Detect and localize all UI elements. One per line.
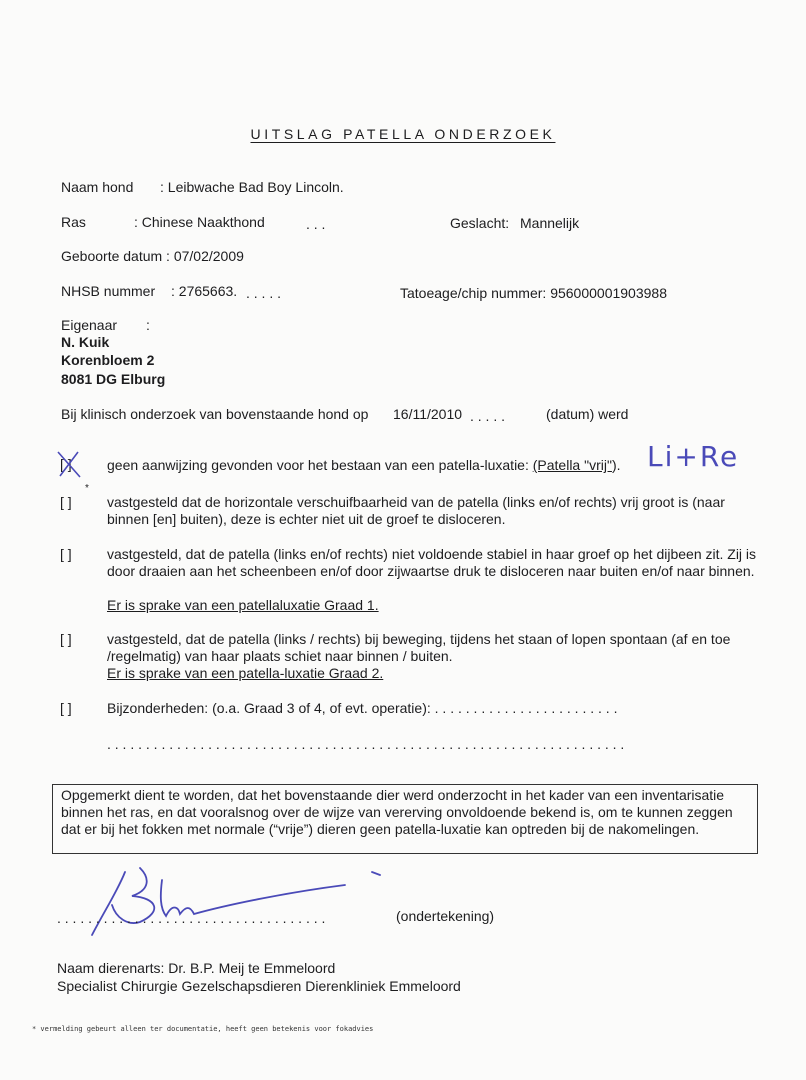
signature-label: (ondertekening)	[396, 908, 495, 924]
option-2-asterisk: *	[85, 483, 89, 494]
owner-street: Korenbloem 2	[61, 352, 155, 368]
exam-date: 16/11/2010	[393, 406, 463, 422]
option-2-text: vastgesteld dat de horizontale verschuifbaarheid van de patella (links en/of rechts) vrij groot is (naar binnen [en] buiten), deze is echter niet uit de groef te disloceren.	[107, 494, 725, 527]
option-4-conclusion: Er is sprake van een patella-luxatie Graad 2.	[107, 665, 384, 681]
signature-dots: . . . . . . . . . . . . . . . . . . . . . . . . . . . . . . . . . . .	[57, 910, 326, 926]
owner-name: N. Kuik	[61, 334, 110, 350]
option-1-tail: ).	[611, 457, 621, 473]
breed-label: Ras	[61, 214, 86, 230]
option-3-text: vastgesteld, dat de patella (links en/of rechts) niet voldoende stabiel in haar groef op het dijbeen zit. Zij is door draaien aan het scheenbeen en/of door zijwaartse druk te disloceren naar buiten en/of naar binnen.	[107, 546, 757, 579]
document-title: UITSLAG PATELLA ONDERZOEK	[250, 126, 556, 142]
owner-label: Eigenaar	[61, 317, 118, 333]
footnote: * vermelding gebeurt alleen ter documentatie, heeft geen betekenis voor fokadvies	[32, 1025, 374, 1033]
vet-name: Naam dierenarts: Dr. B.P. Meij te Emmeloord	[57, 960, 336, 976]
option-4-text: vastgesteld, dat de patella (links / rechts) bij beweging, tijdens het staan of lopen spontaan (af en toe /regelmatig) van haar plaats schiet naar binnen / buiten.	[107, 631, 731, 664]
option-5-dots-line: . . . . . . . . . . . . . . . . . . . . . . . . . . . . . . . . . . . . . . . . . . . . . . . . . . . . . . . . . . . . . . . . . . .	[107, 736, 625, 752]
handwritten-note: Li+Re	[647, 440, 740, 473]
breed-dots: . . .	[306, 216, 326, 232]
exam-suffix: (datum) werd	[546, 406, 629, 422]
owner-city: 8081 DG Elburg	[61, 371, 166, 387]
nhsb-dots: . . . . .	[246, 285, 282, 301]
nhsb-label: NHSB nummer	[61, 283, 156, 299]
owner-colon: :	[146, 317, 150, 333]
chip-number: Tatoeage/chip nummer: 956000001903988	[400, 285, 667, 301]
exam-dots: . . . . .	[470, 408, 506, 424]
option-3-conclusion: Er is sprake van een patellaluxatie Graad 1.	[107, 597, 379, 613]
vet-title: Specialist Chirurgie Gezelschapsdieren Dierenkliniek Emmeloord	[57, 978, 461, 994]
breed-value: : Chinese Naakthond	[134, 214, 265, 230]
sex-label: Geslacht:	[450, 215, 510, 231]
sex-value: Mannelijk	[520, 215, 580, 231]
checkbox-option-4[interactable]: [ ]	[60, 631, 72, 647]
checkbox-option-5[interactable]: [ ]	[60, 700, 72, 716]
nhsb-value: : 2765663.	[171, 283, 238, 299]
exam-prefix: Bij klinisch onderzoek van bovenstaande hond op	[61, 406, 369, 422]
checkbox-option-2[interactable]: [ ]	[60, 494, 72, 510]
checkbox-option-3[interactable]: [ ]	[60, 546, 72, 562]
option-5-text: Bijzonderheden: (o.a. Graad 3 of 4, of evt. operatie): . . . . . . . . . . . . . . . . . . . . . . . .	[107, 700, 618, 716]
notice-text: Opgemerkt dient te worden, dat het bovenstaande dier werd onderzocht in het kader van een inventarisatie binnen het ras, en dat vooralsnog over de wijze van vererving onvoldoende bekend is, om te kunnen zeggen dat er bij het fokken met normale (“vrije”) dieren geen patella-luxatie kan optreden bij de nakomelingen.	[61, 787, 733, 837]
option-1-body: geen aanwijzing gevonden voor het bestaan van een patella-luxatie:	[107, 457, 529, 473]
birth-date: Geboorte datum : 07/02/2009	[61, 248, 244, 264]
option-1-link: (Patella "vrij"	[532, 457, 612, 473]
dog-name-label: Naam hond	[61, 179, 134, 195]
checkbox-option-1[interactable]: [ ]	[60, 456, 72, 472]
dog-name-value: : Leibwache Bad Boy Lincoln.	[160, 179, 344, 195]
